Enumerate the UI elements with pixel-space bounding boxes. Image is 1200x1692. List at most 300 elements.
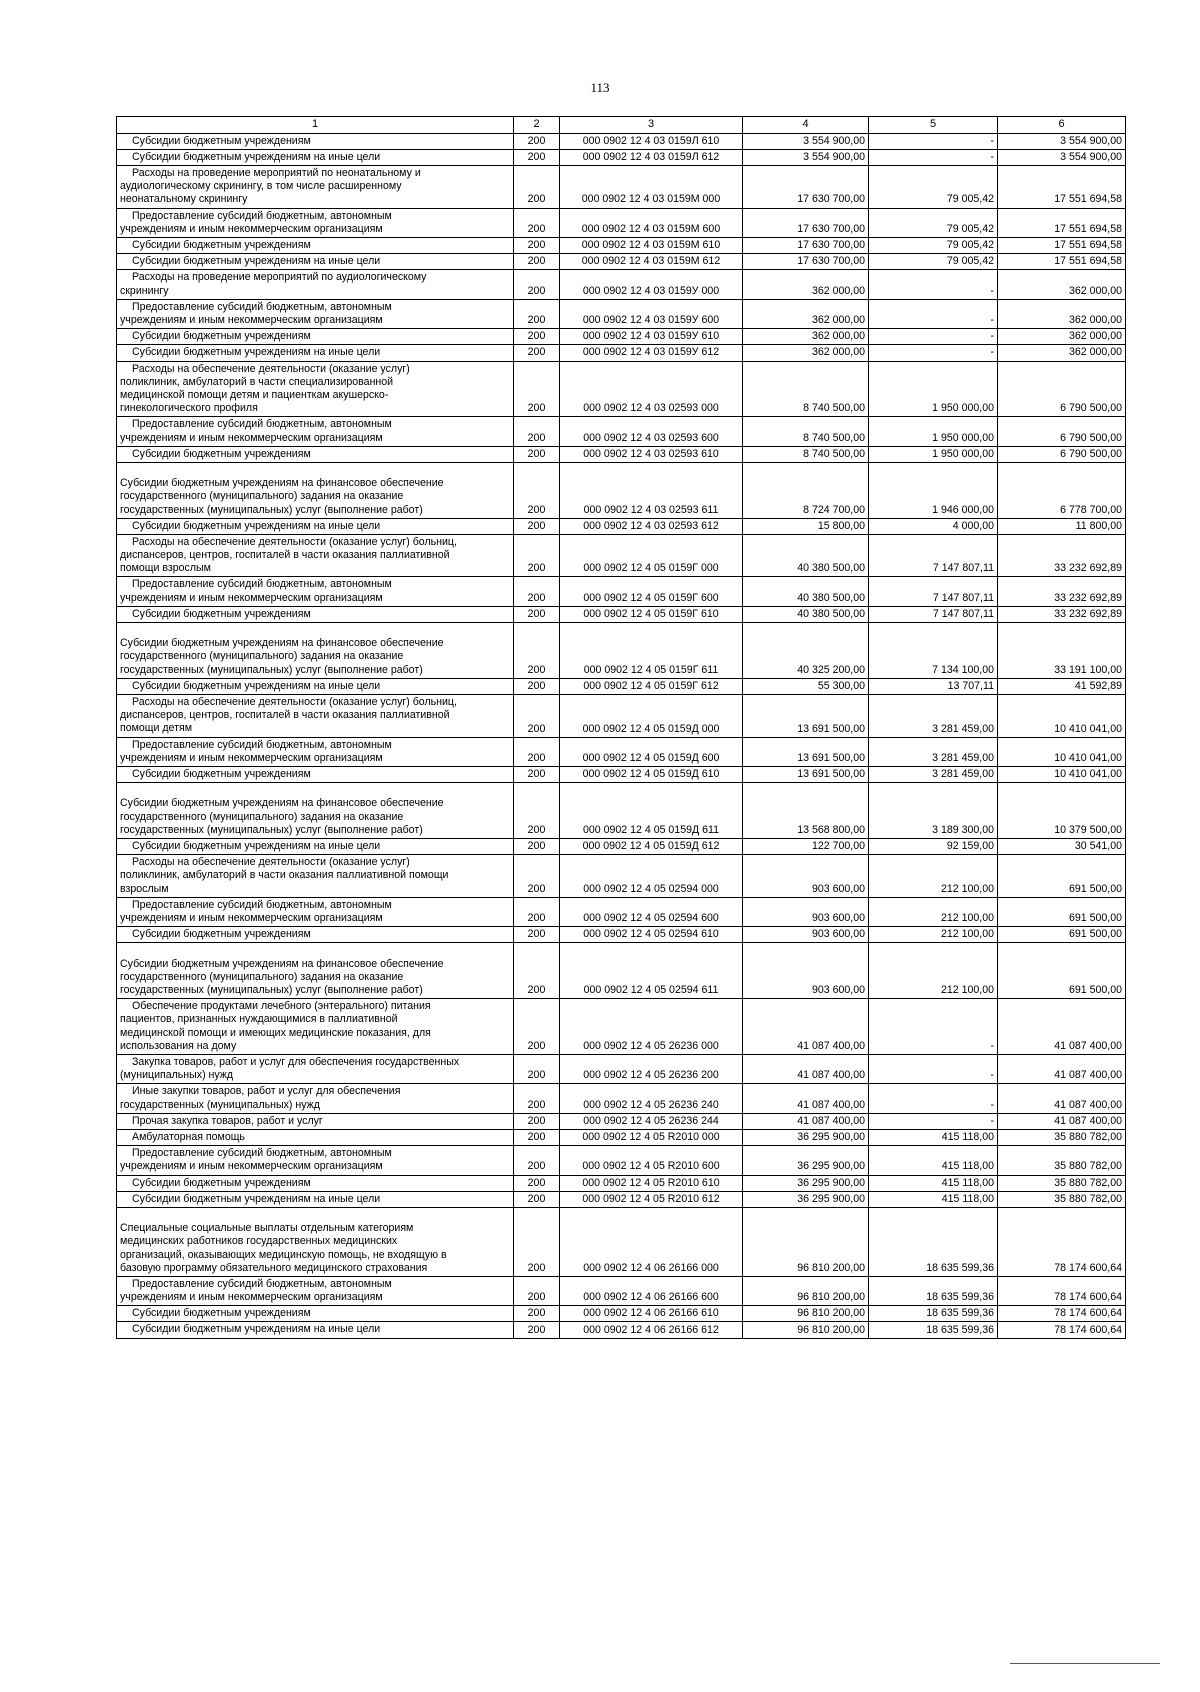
row-name-line: базовую программу обязательного медицинского страхования — [120, 1261, 428, 1274]
row-approved-amount: 41 087 400,00 — [743, 1084, 869, 1113]
row-name — [117, 254, 514, 270]
row-executed-amount: - — [869, 1084, 998, 1113]
row-executed-amount: - — [869, 329, 998, 345]
table-row — [117, 943, 1126, 999]
row-executed-amount: 415 118,00 — [869, 1146, 998, 1175]
row-executed-amount: 18 635 599,36 — [869, 1322, 998, 1338]
row-name-line: Предоставление субсидий бюджетным, автономным — [132, 898, 392, 911]
row-name-line: Специальные социальные выплаты отдельным категориям — [120, 1222, 414, 1235]
row-admin-code: 200 — [514, 943, 560, 999]
row-name — [117, 1191, 514, 1207]
row-name-line: Субсидии бюджетным учреждениям — [132, 1307, 311, 1320]
row-name — [117, 855, 514, 898]
row-name — [117, 1054, 514, 1083]
row-classification-code: 000 0902 12 4 05 0159Д 612 — [560, 839, 743, 855]
row-admin-code: 200 — [514, 1322, 560, 1338]
row-name — [117, 361, 514, 417]
row-name — [117, 623, 514, 679]
row-approved-amount: 15 800,00 — [743, 518, 869, 534]
row-approved-amount: 17 630 700,00 — [743, 237, 869, 253]
row-admin-code: 200 — [514, 1084, 560, 1113]
row-executed-amount: 3 281 459,00 — [869, 737, 998, 766]
row-name — [117, 678, 514, 694]
row-admin-code: 200 — [514, 855, 560, 898]
row-classification-code: 000 0902 12 4 03 0159М 600 — [560, 208, 743, 237]
row-remaining-amount: 362 000,00 — [998, 345, 1126, 361]
row-remaining-amount: 6 790 500,00 — [998, 361, 1126, 417]
table-row — [117, 577, 1126, 606]
row-name-line: государственного (муниципального) задания на оказание — [120, 490, 404, 503]
header-row — [117, 117, 1126, 134]
row-name-line: Субсидии бюджетным учреждениям — [132, 1176, 311, 1189]
row-admin-code: 200 — [514, 133, 560, 149]
row-classification-code: 000 0902 12 4 03 0159У 600 — [560, 299, 743, 328]
row-name — [117, 767, 514, 783]
row-name-line: пациентов, признанных нуждающимися в паллиативной — [120, 1013, 398, 1026]
row-executed-amount: 3 281 459,00 — [869, 695, 998, 738]
row-name-line: государственных (муниципальных) услуг (выполнение работ) — [120, 823, 423, 836]
row-name — [117, 1207, 514, 1276]
row-executed-amount: 7 147 807,11 — [869, 606, 998, 622]
row-approved-amount: 3 554 900,00 — [743, 149, 869, 165]
row-name-line: учреждениям и иным некоммерческим организациям — [120, 911, 383, 924]
page-number: 113 — [590, 80, 610, 95]
row-remaining-amount: 30 541,00 — [998, 839, 1126, 855]
row-classification-code: 000 0902 12 4 05 26236 000 — [560, 999, 743, 1055]
row-remaining-amount: 41 087 400,00 — [998, 999, 1126, 1055]
row-classification-code: 000 0902 12 4 05 26236 200 — [560, 1054, 743, 1083]
row-approved-amount: 96 810 200,00 — [743, 1306, 869, 1322]
row-name — [117, 783, 514, 839]
row-name-line: государственных (муниципальных) нужд — [120, 1098, 320, 1111]
row-executed-amount: 7 147 807,11 — [869, 534, 998, 577]
column-header-2: 2 — [514, 117, 560, 134]
row-name-line: Субсидии бюджетным учреждениям — [132, 447, 311, 460]
row-remaining-amount: 691 500,00 — [998, 943, 1126, 999]
row-approved-amount: 40 380 500,00 — [743, 606, 869, 622]
table-row — [117, 855, 1126, 898]
row-classification-code: 000 0902 12 4 06 26166 000 — [560, 1207, 743, 1276]
row-name-line: Субсидии бюджетным учреждениям на иные цели — [132, 150, 381, 163]
row-approved-amount: 40 380 500,00 — [743, 534, 869, 577]
row-classification-code: 000 0902 12 4 03 02593 611 — [560, 462, 743, 518]
row-name-line: Субсидии бюджетным учреждениям на иные цели — [132, 1323, 381, 1336]
row-remaining-amount: 33 191 100,00 — [998, 623, 1126, 679]
row-approved-amount: 41 087 400,00 — [743, 1054, 869, 1083]
row-name — [117, 166, 514, 209]
row-approved-amount: 8 740 500,00 — [743, 417, 869, 446]
row-executed-amount: 7 147 807,11 — [869, 577, 998, 606]
row-name-line: Субсидии бюджетным учреждениям на иные цели — [132, 519, 381, 532]
row-approved-amount: 13 568 800,00 — [743, 783, 869, 839]
table-row — [117, 462, 1126, 518]
row-admin-code: 200 — [514, 927, 560, 943]
row-name-line: Прочая закупка товаров, работ и услуг — [132, 1114, 323, 1127]
table-row — [117, 149, 1126, 165]
row-name-line: Иные закупки товаров, работ и услуг для обеспечения — [132, 1085, 401, 1098]
row-name-line: медицинской помощи детям и пациенткам акушерско- — [120, 388, 389, 401]
row-executed-amount: 7 134 100,00 — [869, 623, 998, 679]
row-approved-amount: 8 740 500,00 — [743, 446, 869, 462]
row-executed-amount: 13 707,11 — [869, 678, 998, 694]
bottom-rule — [1010, 1663, 1160, 1664]
row-classification-code: 000 0902 12 4 05 0159Г 600 — [560, 577, 743, 606]
row-name-line: Субсидии бюджетным учреждениям — [132, 928, 311, 941]
row-executed-amount: 79 005,42 — [869, 254, 998, 270]
row-admin-code: 200 — [514, 329, 560, 345]
row-remaining-amount: 3 554 900,00 — [998, 133, 1126, 149]
row-name-line: государственного (муниципального) задания на оказание — [120, 650, 404, 663]
row-remaining-amount: 362 000,00 — [998, 329, 1126, 345]
row-classification-code: 000 0902 12 4 05 26236 244 — [560, 1113, 743, 1129]
table-row — [117, 534, 1126, 577]
row-name-line: Субсидии бюджетным учреждениям на финансовое обеспечение — [120, 797, 444, 810]
table-row — [117, 1146, 1126, 1175]
row-executed-amount: 92 159,00 — [869, 839, 998, 855]
row-name-line: государственных (муниципальных) услуг (выполнение работ) — [120, 663, 423, 676]
table-row — [117, 927, 1126, 943]
row-executed-amount: - — [869, 299, 998, 328]
row-classification-code: 000 0902 12 4 05 0159Г 611 — [560, 623, 743, 679]
row-name-line: государственного (муниципального) задания на оказание — [120, 970, 404, 983]
row-name-line: учреждениям и иным некоммерческим организациям — [120, 1291, 383, 1304]
budget-table — [116, 116, 1126, 1339]
row-remaining-amount: 35 880 782,00 — [998, 1146, 1126, 1175]
row-name — [117, 1175, 514, 1191]
column-header-5: 5 — [869, 117, 998, 134]
row-remaining-amount: 17 551 694,58 — [998, 208, 1126, 237]
row-approved-amount: 903 600,00 — [743, 927, 869, 943]
row-classification-code: 000 0902 12 4 05 R2010 610 — [560, 1175, 743, 1191]
row-name-line: Субсидии бюджетным учреждениям на финансовое обеспечение — [120, 637, 444, 650]
row-executed-amount: 1 950 000,00 — [869, 361, 998, 417]
row-executed-amount: 415 118,00 — [869, 1129, 998, 1145]
row-approved-amount: 36 295 900,00 — [743, 1175, 869, 1191]
row-remaining-amount: 41 087 400,00 — [998, 1054, 1126, 1083]
table-row — [117, 518, 1126, 534]
row-admin-code: 200 — [514, 1146, 560, 1175]
row-approved-amount: 362 000,00 — [743, 345, 869, 361]
row-name — [117, 927, 514, 943]
row-admin-code: 200 — [514, 518, 560, 534]
row-approved-amount: 13 691 500,00 — [743, 695, 869, 738]
table-row — [117, 695, 1126, 738]
row-executed-amount: - — [869, 1113, 998, 1129]
row-admin-code: 200 — [514, 345, 560, 361]
row-approved-amount: 41 087 400,00 — [743, 1113, 869, 1129]
column-header-3: 3 — [560, 117, 743, 134]
row-name-line: диспансеров, центров, госпиталей в части оказания паллиативной — [120, 549, 450, 562]
row-name-line: Расходы на обеспечение деятельности (оказание услуг) — [132, 856, 410, 869]
row-approved-amount: 36 295 900,00 — [743, 1129, 869, 1145]
row-name-line: медицинских работников государственных медицинских — [120, 1235, 398, 1248]
row-name-line: Предоставление субсидий бюджетным, автономным — [132, 1147, 392, 1160]
row-name-line: скринингу — [120, 284, 169, 297]
row-remaining-amount: 78 174 600,64 — [998, 1207, 1126, 1276]
table-row — [117, 1306, 1126, 1322]
row-name-line — [120, 784, 510, 797]
row-approved-amount: 41 087 400,00 — [743, 999, 869, 1055]
row-executed-amount: - — [869, 149, 998, 165]
row-name — [117, 999, 514, 1055]
row-remaining-amount: 41 087 400,00 — [998, 1113, 1126, 1129]
row-name — [117, 446, 514, 462]
row-remaining-amount: 10 410 041,00 — [998, 695, 1126, 738]
row-name — [117, 462, 514, 518]
row-admin-code: 200 — [514, 270, 560, 299]
row-approved-amount: 36 295 900,00 — [743, 1191, 869, 1207]
row-remaining-amount: 362 000,00 — [998, 270, 1126, 299]
table-row — [117, 237, 1126, 253]
row-name-line: медицинской помощи и имеющих медицинские показания, для — [120, 1026, 431, 1039]
row-admin-code: 200 — [514, 534, 560, 577]
row-admin-code: 200 — [514, 577, 560, 606]
row-admin-code: 200 — [514, 149, 560, 165]
row-executed-amount: - — [869, 345, 998, 361]
row-classification-code: 000 0902 12 4 03 0159Л 610 — [560, 133, 743, 149]
row-classification-code: 000 0902 12 4 03 02593 612 — [560, 518, 743, 534]
row-name-line: (муниципальных) нужд — [120, 1069, 234, 1082]
row-name-line — [120, 944, 510, 957]
row-admin-code: 200 — [514, 361, 560, 417]
row-executed-amount: 79 005,42 — [869, 208, 998, 237]
table-row — [117, 299, 1126, 328]
row-name — [117, 133, 514, 149]
row-name-line: аудиологическому скринингу, в том числе расширенному — [120, 180, 402, 193]
row-remaining-amount: 362 000,00 — [998, 299, 1126, 328]
row-approved-amount: 903 600,00 — [743, 943, 869, 999]
row-name-line: помощи детям — [120, 722, 192, 735]
table-row — [117, 767, 1126, 783]
table-row — [117, 361, 1126, 417]
row-name-line: гинекологического профиля — [120, 402, 258, 415]
row-approved-amount: 903 600,00 — [743, 855, 869, 898]
row-admin-code: 200 — [514, 737, 560, 766]
row-name-line: учреждениям и иным некоммерческим организациям — [120, 431, 383, 444]
row-name-line: Субсидии бюджетным учреждениям — [132, 607, 311, 620]
row-name-line: помощи взрослым — [120, 562, 211, 575]
row-remaining-amount: 691 500,00 — [998, 897, 1126, 926]
row-classification-code: 000 0902 12 4 05 R2010 000 — [560, 1129, 743, 1145]
row-admin-code: 200 — [514, 999, 560, 1055]
row-admin-code: 200 — [514, 254, 560, 270]
row-name-line: неонатальному скринингу — [120, 193, 248, 206]
row-name-line: Предоставление субсидий бюджетным, автономным — [132, 300, 392, 313]
row-approved-amount: 96 810 200,00 — [743, 1207, 869, 1276]
row-name-line: учреждениям и иным некоммерческим организациям — [120, 751, 383, 764]
row-approved-amount: 40 325 200,00 — [743, 623, 869, 679]
row-admin-code: 200 — [514, 166, 560, 209]
row-approved-amount: 13 691 500,00 — [743, 767, 869, 783]
row-executed-amount: 79 005,42 — [869, 166, 998, 209]
row-admin-code: 200 — [514, 783, 560, 839]
row-remaining-amount: 35 880 782,00 — [998, 1129, 1126, 1145]
row-name — [117, 208, 514, 237]
row-name-line: Субсидии бюджетным учреждениям — [132, 238, 311, 251]
row-executed-amount: - — [869, 133, 998, 149]
row-admin-code: 200 — [514, 1306, 560, 1322]
row-admin-code: 200 — [514, 678, 560, 694]
row-approved-amount: 55 300,00 — [743, 678, 869, 694]
row-name — [117, 345, 514, 361]
row-admin-code: 200 — [514, 462, 560, 518]
row-name — [117, 329, 514, 345]
row-executed-amount: 415 118,00 — [869, 1175, 998, 1191]
row-remaining-amount: 11 800,00 — [998, 518, 1126, 534]
row-remaining-amount: 33 232 692,89 — [998, 534, 1126, 577]
row-executed-amount: 3 281 459,00 — [869, 767, 998, 783]
row-remaining-amount: 17 551 694,58 — [998, 254, 1126, 270]
row-remaining-amount: 17 551 694,58 — [998, 166, 1126, 209]
row-classification-code: 000 0902 12 4 03 0159У 612 — [560, 345, 743, 361]
row-remaining-amount: 35 880 782,00 — [998, 1191, 1126, 1207]
table-row — [117, 783, 1126, 839]
table-row — [117, 133, 1126, 149]
row-classification-code: 000 0902 12 4 03 02593 000 — [560, 361, 743, 417]
column-header-1: 1 — [117, 117, 514, 134]
row-classification-code: 000 0902 12 4 06 26166 600 — [560, 1276, 743, 1305]
row-admin-code: 200 — [514, 839, 560, 855]
row-approved-amount: 903 600,00 — [743, 897, 869, 926]
row-remaining-amount: 41 087 400,00 — [998, 1084, 1126, 1113]
row-classification-code: 000 0902 12 4 05 02594 000 — [560, 855, 743, 898]
table-row — [117, 623, 1126, 679]
row-remaining-amount: 10 410 041,00 — [998, 737, 1126, 766]
table-row — [117, 999, 1126, 1055]
row-name-line: диспансеров, центров, госпиталей в части оказания паллиативной — [120, 709, 450, 722]
row-remaining-amount: 6 778 700,00 — [998, 462, 1126, 518]
row-remaining-amount: 6 790 500,00 — [998, 417, 1126, 446]
table-row — [117, 1084, 1126, 1113]
row-classification-code: 000 0902 12 4 03 0159У 610 — [560, 329, 743, 345]
row-classification-code: 000 0902 12 4 05 R2010 612 — [560, 1191, 743, 1207]
row-executed-amount: 18 635 599,36 — [869, 1306, 998, 1322]
row-classification-code: 000 0902 12 4 05 02594 611 — [560, 943, 743, 999]
table-row — [117, 678, 1126, 694]
table-row — [117, 329, 1126, 345]
row-classification-code: 000 0902 12 4 06 26166 610 — [560, 1306, 743, 1322]
row-remaining-amount: 6 790 500,00 — [998, 446, 1126, 462]
row-remaining-amount: 691 500,00 — [998, 927, 1126, 943]
row-executed-amount: 1 950 000,00 — [869, 417, 998, 446]
row-admin-code: 200 — [514, 1129, 560, 1145]
row-name — [117, 518, 514, 534]
row-remaining-amount: 41 592,89 — [998, 678, 1126, 694]
table-row — [117, 897, 1126, 926]
row-executed-amount: 212 100,00 — [869, 855, 998, 898]
row-executed-amount: 79 005,42 — [869, 237, 998, 253]
row-name — [117, 839, 514, 855]
table-row — [117, 1207, 1126, 1276]
row-name-line: Предоставление субсидий бюджетным, автономным — [132, 418, 392, 431]
row-name-line: Предоставление субсидий бюджетным, автономным — [132, 209, 392, 222]
row-name-line: Субсидии бюджетным учреждениям — [132, 768, 311, 781]
row-name-line: Субсидии бюджетным учреждениям на иные цели — [132, 679, 381, 692]
row-name-line: Субсидии бюджетным учреждениям на финансовое обеспечение — [120, 957, 444, 970]
row-name-line: Субсидии бюджетным учреждениям — [132, 134, 311, 147]
row-approved-amount: 96 810 200,00 — [743, 1322, 869, 1338]
row-name-line: Субсидии бюджетным учреждениям на иные цели — [132, 1192, 381, 1205]
row-classification-code: 000 0902 12 4 05 0159Г 610 — [560, 606, 743, 622]
table-row — [117, 417, 1126, 446]
row-approved-amount: 362 000,00 — [743, 329, 869, 345]
row-name — [117, 606, 514, 622]
row-name-line — [120, 464, 510, 477]
row-name — [117, 1113, 514, 1129]
row-name-line: государственного (муниципального) задания на оказание — [120, 810, 404, 823]
table-row — [117, 1113, 1126, 1129]
row-admin-code: 200 — [514, 1113, 560, 1129]
row-approved-amount: 8 724 700,00 — [743, 462, 869, 518]
row-executed-amount: 415 118,00 — [869, 1191, 998, 1207]
row-admin-code: 200 — [514, 767, 560, 783]
column-header-6: 6 — [998, 117, 1126, 134]
row-executed-amount: 18 635 599,36 — [869, 1207, 998, 1276]
row-name-line: Субсидии бюджетным учреждениям на финансовое обеспечение — [120, 477, 444, 490]
row-approved-amount: 17 630 700,00 — [743, 254, 869, 270]
row-name — [117, 149, 514, 165]
row-admin-code: 200 — [514, 897, 560, 926]
row-classification-code: 000 0902 12 4 05 0159Д 000 — [560, 695, 743, 738]
row-executed-amount: 18 635 599,36 — [869, 1276, 998, 1305]
row-classification-code: 000 0902 12 4 05 26236 240 — [560, 1084, 743, 1113]
row-name — [117, 1306, 514, 1322]
row-name-line: взрослым — [120, 882, 169, 895]
row-executed-amount: 212 100,00 — [869, 897, 998, 926]
row-name-line: государственных (муниципальных) услуг (выполнение работ) — [120, 503, 423, 516]
row-admin-code: 200 — [514, 606, 560, 622]
row-approved-amount: 362 000,00 — [743, 299, 869, 328]
row-classification-code: 000 0902 12 4 03 0159М 610 — [560, 237, 743, 253]
row-name — [117, 299, 514, 328]
row-admin-code: 200 — [514, 695, 560, 738]
row-executed-amount: 1 950 000,00 — [869, 446, 998, 462]
row-admin-code: 200 — [514, 299, 560, 328]
row-approved-amount: 36 295 900,00 — [743, 1146, 869, 1175]
row-name-line: организаций, оказывающих медицинскую помощь, не входящую в — [120, 1248, 447, 1261]
row-executed-amount: - — [869, 999, 998, 1055]
row-remaining-amount: 10 379 500,00 — [998, 783, 1126, 839]
row-name — [117, 1084, 514, 1113]
row-admin-code: 200 — [514, 208, 560, 237]
row-remaining-amount: 17 551 694,58 — [998, 237, 1126, 253]
row-name-line: поликлиник, амбулаторий в части специализированной — [120, 375, 394, 388]
row-executed-amount: 4 000,00 — [869, 518, 998, 534]
row-remaining-amount: 691 500,00 — [998, 855, 1126, 898]
row-remaining-amount: 10 410 041,00 — [998, 767, 1126, 783]
row-name-line — [120, 1209, 510, 1222]
row-classification-code: 000 0902 12 4 03 02593 610 — [560, 446, 743, 462]
row-name — [117, 534, 514, 577]
row-name — [117, 1129, 514, 1145]
row-remaining-amount: 78 174 600,64 — [998, 1322, 1126, 1338]
row-name — [117, 417, 514, 446]
row-name — [117, 737, 514, 766]
table-row — [117, 737, 1126, 766]
row-name-line: государственных (муниципальных) услуг (выполнение работ) — [120, 983, 423, 996]
row-approved-amount: 13 691 500,00 — [743, 737, 869, 766]
row-name-line: Субсидии бюджетным учреждениям на иные цели — [132, 840, 381, 852]
table-row — [117, 1054, 1126, 1083]
row-name-line: Расходы на проведение мероприятий по неонатальному и — [132, 167, 421, 180]
table-row — [117, 446, 1126, 462]
row-executed-amount: 3 189 300,00 — [869, 783, 998, 839]
row-admin-code: 200 — [514, 623, 560, 679]
row-name — [117, 270, 514, 299]
table-row — [117, 254, 1126, 270]
row-name-line: Расходы на обеспечение деятельности (оказание услуг) больниц, — [132, 696, 457, 709]
row-classification-code: 000 0902 12 4 05 0159Г 612 — [560, 678, 743, 694]
